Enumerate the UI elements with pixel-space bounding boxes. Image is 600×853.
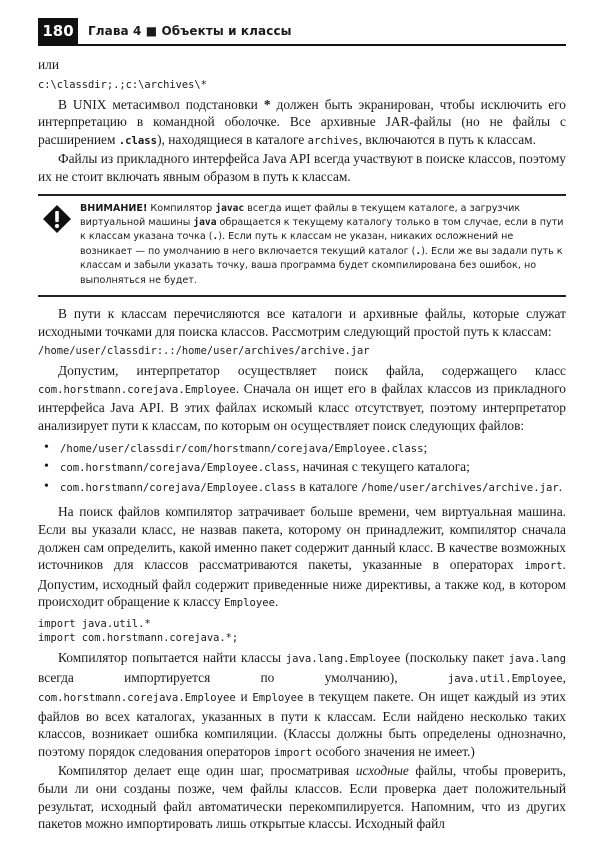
or-word: или	[38, 57, 60, 72]
paragraph-compiler-search: На поиск файлов компилятор затрачивает больше времени, чем виртуальная машина. Если вы указали класс, не назвав пакета, которому он принадлежит, компилятор сначала должен сам определить, какой именно пакет содержит данный класс. В качестве возможных источников для классов рассматриваются пакеты, указанные в операторах import. Допустим, исходный файл содержит приведенные ниже директивы, а также код, в котором происходит обращение к классу Employee.	[38, 504, 566, 610]
page-number: 180	[38, 18, 78, 44]
chapter-title: Глава 4 ■ Объекты и классы	[88, 24, 292, 38]
page-header	[38, 18, 566, 46]
import-line: import java.util.*	[38, 617, 151, 630]
unix-classpath: /home/user/classdir:.:/home/user/archives/archive.jar	[38, 345, 370, 358]
import-line: import com.horstmann.corejava.*;	[38, 631, 239, 644]
paragraph-java-api: Файлы из прикладного интерфейса Java API всегда участвуют в поиске классов, поэтому их не стоит включать явным образом в путь к классам.	[38, 151, 566, 184]
list-item: • /home/user/classdir/com/horstmann/corejava/Employee.class;	[38, 439, 566, 459]
list-item: • com.horstmann/corejava/Employee.class в каталоге /home/user/archives/archive.jar.	[38, 478, 566, 498]
paragraph-wildcard: В UNIX метасимвол подстановки * должен быть экранирован, чтобы исключить его интерпретацию в командной оболочке. Все архивные JAR-файлы (но не файлы с расширением .class), находящиеся в каталоге archives, включаются в путь к классам.	[38, 96, 567, 147]
paragraph-search-order: Допустим, интерпретатор осуществляет поиск файла, содержащего класс com.horstmann.corejava.Employee. Сначала он ищет его в файлах классов из прикладного интерфейса Java API. В этих файлах искомый класс отсутствует, поэтому интерпретатор анализирует пути к классам, по которым он осуществляет поиск следующих файлов:	[38, 363, 566, 433]
search-path-list	[38, 439, 566, 498]
paragraph-candidates: Компилятор попытается найти классы java.lang.Employee (поскольку пакет java.lang всегда импортируется по умолчанию), java.util.Employee, com.horstmann.corejava.Employee и Employee в текущем пакете. Он ищет каждый из этих файлов во всех каталогах, указанных в пути к классам. Если найдено несколько таких классов, возникает ошибка компиляции. (Классы должны быть определены однозначно, поэтому порядок следования операторов import особого значения не имеет.)	[38, 649, 566, 759]
warning-text: ВНИМАНИЕ! Компилятор javac всегда ищет файлы в текущем каталоге, а загрузчик виртуальной машины java обращается к текущему каталогу только в том случае, если в пути к классам указана точка (.). Если путь к классам не указан, никаких осложнений не возникает — по умолчанию в него включается текущий каталог (.). Если же вы задали путь к классам и забыли указать точку, ваша программа будет скомпилирована без ошибок, но выполняться не будет.	[80, 202, 564, 286]
warning-note	[38, 194, 566, 297]
book-page	[38, 18, 566, 833]
paragraph-recompile: Компилятор делает еще один шаг, просматривая исходные файлы, чтобы проверить, были ли они созданы позже, чем файлы классов. Если проверка дает положительный результат, исходный файл автоматически перекомпилируется. Напомним, что из других пакетов можно импортировать лишь открытые классы. Исходный файл	[38, 763, 567, 832]
windows-classpath: c:\classdir;.;c:\archives\*	[38, 78, 207, 91]
warning-icon	[42, 204, 72, 288]
list-item: • com.horstmann/corejava/Employee.class, начиная с текущего каталога;	[38, 458, 566, 478]
paragraph-classpath-intro: В пути к классам перечисляются все каталоги и архивные файлы, которые служат исходными точками для поиска классов. Рассмотрим следующий простой путь к классам:	[38, 306, 566, 339]
